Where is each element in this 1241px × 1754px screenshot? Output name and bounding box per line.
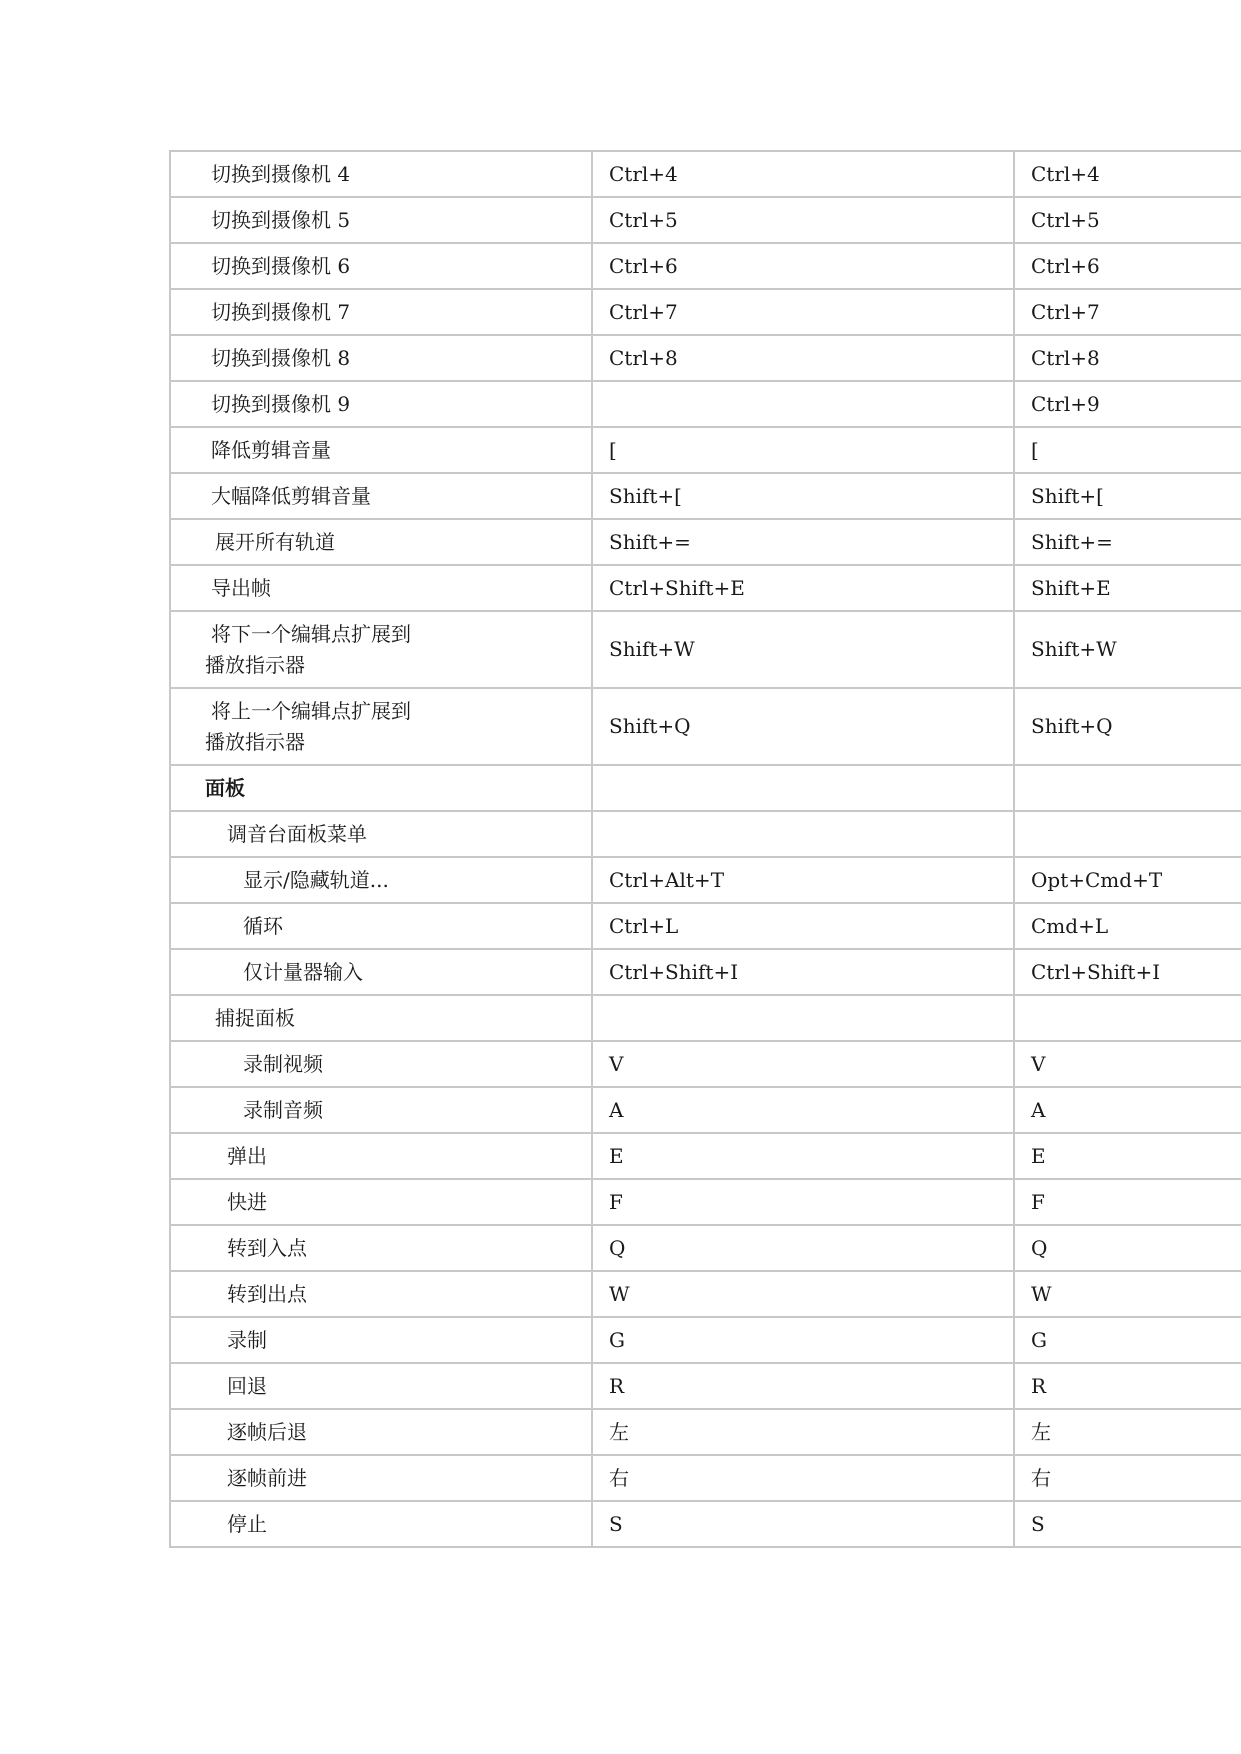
mac-shortcut-cell: [ bbox=[1014, 427, 1241, 473]
windows-shortcut-cell: Shift+[ bbox=[592, 473, 1014, 519]
table-row bbox=[170, 1409, 1241, 1455]
table-row bbox=[170, 427, 1241, 473]
mac-shortcut-cell: Cmd+L bbox=[1014, 903, 1241, 949]
table-row bbox=[170, 1179, 1241, 1225]
windows-shortcut-cell bbox=[592, 811, 1014, 857]
mac-shortcut-cell: Shift+E bbox=[1014, 565, 1241, 611]
command-cell: 停止 bbox=[170, 1501, 592, 1547]
table-row bbox=[170, 335, 1241, 381]
command-cell: 弹出 bbox=[170, 1133, 592, 1179]
windows-shortcut-cell: Ctrl+L bbox=[592, 903, 1014, 949]
table-row bbox=[170, 565, 1241, 611]
command-cell: 导出帧 bbox=[170, 565, 592, 611]
mac-shortcut-cell: E bbox=[1014, 1133, 1241, 1179]
windows-shortcut-cell: E bbox=[592, 1133, 1014, 1179]
windows-shortcut-cell: Ctrl+Shift+E bbox=[592, 565, 1014, 611]
table-row bbox=[170, 688, 1241, 765]
table-row bbox=[170, 1087, 1241, 1133]
mac-shortcut-cell: Ctrl+Shift+I bbox=[1014, 949, 1241, 995]
windows-shortcut-cell: Ctrl+8 bbox=[592, 335, 1014, 381]
command-cell: 转到入点 bbox=[170, 1225, 592, 1271]
windows-shortcut-cell: A bbox=[592, 1087, 1014, 1133]
windows-shortcut-cell: R bbox=[592, 1363, 1014, 1409]
command-cell: 展开所有轨道 bbox=[170, 519, 592, 565]
mac-shortcut-cell bbox=[1014, 995, 1241, 1041]
command-cell: 显示/隐藏轨道... bbox=[170, 857, 592, 903]
table-row bbox=[170, 857, 1241, 903]
section-heading: 面板 bbox=[170, 765, 592, 811]
section-row bbox=[170, 765, 1241, 811]
windows-shortcut-cell bbox=[592, 765, 1014, 811]
mac-shortcut-cell bbox=[1014, 811, 1241, 857]
command-cell: 仅计量器输入 bbox=[170, 949, 592, 995]
command-cell: 录制音频 bbox=[170, 1087, 592, 1133]
command-cell: 大幅降低剪辑音量 bbox=[170, 473, 592, 519]
command-cell: 切换到摄像机 7 bbox=[170, 289, 592, 335]
command-cell: 录制视频 bbox=[170, 1041, 592, 1087]
table-row bbox=[170, 995, 1241, 1041]
command-cell bbox=[170, 611, 592, 688]
mac-shortcut-cell: 左 bbox=[1014, 1409, 1241, 1455]
windows-shortcut-cell: 右 bbox=[592, 1455, 1014, 1501]
command-cell: 切换到摄像机 8 bbox=[170, 335, 592, 381]
shortcut-table-body bbox=[170, 151, 1241, 1547]
command-cell: 转到出点 bbox=[170, 1271, 592, 1317]
shortcut-table bbox=[169, 150, 1241, 1548]
command-cell: 回退 bbox=[170, 1363, 592, 1409]
table-row bbox=[170, 197, 1241, 243]
windows-shortcut-cell: Ctrl+Shift+I bbox=[592, 949, 1014, 995]
table-row bbox=[170, 243, 1241, 289]
table-row bbox=[170, 289, 1241, 335]
table-row bbox=[170, 1133, 1241, 1179]
command-cell: 循环 bbox=[170, 903, 592, 949]
windows-shortcut-cell: W bbox=[592, 1271, 1014, 1317]
mac-shortcut-cell: Ctrl+4 bbox=[1014, 151, 1241, 197]
mac-shortcut-cell: Shift+= bbox=[1014, 519, 1241, 565]
table-row bbox=[170, 811, 1241, 857]
command-cell: 逐帧后退 bbox=[170, 1409, 592, 1455]
table-row bbox=[170, 1317, 1241, 1363]
table-row bbox=[170, 903, 1241, 949]
command-cell: 切换到摄像机 9 bbox=[170, 381, 592, 427]
windows-shortcut-cell: Ctrl+7 bbox=[592, 289, 1014, 335]
windows-shortcut-cell: Shift+W bbox=[592, 611, 1014, 688]
mac-shortcut-cell: 右 bbox=[1014, 1455, 1241, 1501]
table-row bbox=[170, 1271, 1241, 1317]
table-row bbox=[170, 381, 1241, 427]
windows-shortcut-cell: Shift+= bbox=[592, 519, 1014, 565]
mac-shortcut-cell: R bbox=[1014, 1363, 1241, 1409]
command-cell: 快进 bbox=[170, 1179, 592, 1225]
mac-shortcut-cell bbox=[1014, 765, 1241, 811]
table-row bbox=[170, 1363, 1241, 1409]
table-row bbox=[170, 1455, 1241, 1501]
mac-shortcut-cell: A bbox=[1014, 1087, 1241, 1133]
submenu-heading: 捕捉面板 bbox=[170, 995, 592, 1041]
table-row bbox=[170, 473, 1241, 519]
windows-shortcut-cell: 左 bbox=[592, 1409, 1014, 1455]
mac-shortcut-cell: Ctrl+5 bbox=[1014, 197, 1241, 243]
table-row bbox=[170, 519, 1241, 565]
table-row bbox=[170, 611, 1241, 688]
windows-shortcut-cell: G bbox=[592, 1317, 1014, 1363]
windows-shortcut-cell: [ bbox=[592, 427, 1014, 473]
windows-shortcut-cell bbox=[592, 381, 1014, 427]
windows-shortcut-cell: V bbox=[592, 1041, 1014, 1087]
command-cell: 切换到摄像机 6 bbox=[170, 243, 592, 289]
windows-shortcut-cell: Ctrl+5 bbox=[592, 197, 1014, 243]
mac-shortcut-cell: Shift+W bbox=[1014, 611, 1241, 688]
mac-shortcut-cell: W bbox=[1014, 1271, 1241, 1317]
command-cell: 降低剪辑音量 bbox=[170, 427, 592, 473]
windows-shortcut-cell bbox=[592, 995, 1014, 1041]
table-row bbox=[170, 1041, 1241, 1087]
table-row bbox=[170, 1501, 1241, 1547]
mac-shortcut-cell: Shift+[ bbox=[1014, 473, 1241, 519]
mac-shortcut-cell: Ctrl+7 bbox=[1014, 289, 1241, 335]
mac-shortcut-cell: Ctrl+8 bbox=[1014, 335, 1241, 381]
windows-shortcut-cell: Q bbox=[592, 1225, 1014, 1271]
command-cell: 切换到摄像机 5 bbox=[170, 197, 592, 243]
mac-shortcut-cell: Ctrl+9 bbox=[1014, 381, 1241, 427]
mac-shortcut-cell: V bbox=[1014, 1041, 1241, 1087]
submenu-heading: 调音台面板菜单 bbox=[170, 811, 592, 857]
windows-shortcut-cell: Shift+Q bbox=[592, 688, 1014, 765]
command-line: 将上一个编辑点扩展到 bbox=[211, 698, 411, 723]
windows-shortcut-cell: Ctrl+Alt+T bbox=[592, 857, 1014, 903]
mac-shortcut-cell: Q bbox=[1014, 1225, 1241, 1271]
table-row bbox=[170, 949, 1241, 995]
windows-shortcut-cell: Ctrl+4 bbox=[592, 151, 1014, 197]
command-cell: 逐帧前进 bbox=[170, 1455, 592, 1501]
command-cell bbox=[170, 688, 592, 765]
command-cell: 录制 bbox=[170, 1317, 592, 1363]
mac-shortcut-cell: Shift+Q bbox=[1014, 688, 1241, 765]
command-line: 将下一个编辑点扩展到 bbox=[211, 621, 411, 646]
windows-shortcut-cell: Ctrl+6 bbox=[592, 243, 1014, 289]
table-row bbox=[170, 1225, 1241, 1271]
windows-shortcut-cell: F bbox=[592, 1179, 1014, 1225]
windows-shortcut-cell: S bbox=[592, 1501, 1014, 1547]
mac-shortcut-cell: G bbox=[1014, 1317, 1241, 1363]
mac-shortcut-cell: Ctrl+6 bbox=[1014, 243, 1241, 289]
table-row bbox=[170, 151, 1241, 197]
mac-shortcut-cell: F bbox=[1014, 1179, 1241, 1225]
command-line: 播放指示器 bbox=[205, 652, 305, 677]
mac-shortcut-cell: Opt+Cmd+T bbox=[1014, 857, 1241, 903]
mac-shortcut-cell: S bbox=[1014, 1501, 1241, 1547]
command-cell: 切换到摄像机 4 bbox=[170, 151, 592, 197]
command-line: 播放指示器 bbox=[205, 729, 305, 754]
